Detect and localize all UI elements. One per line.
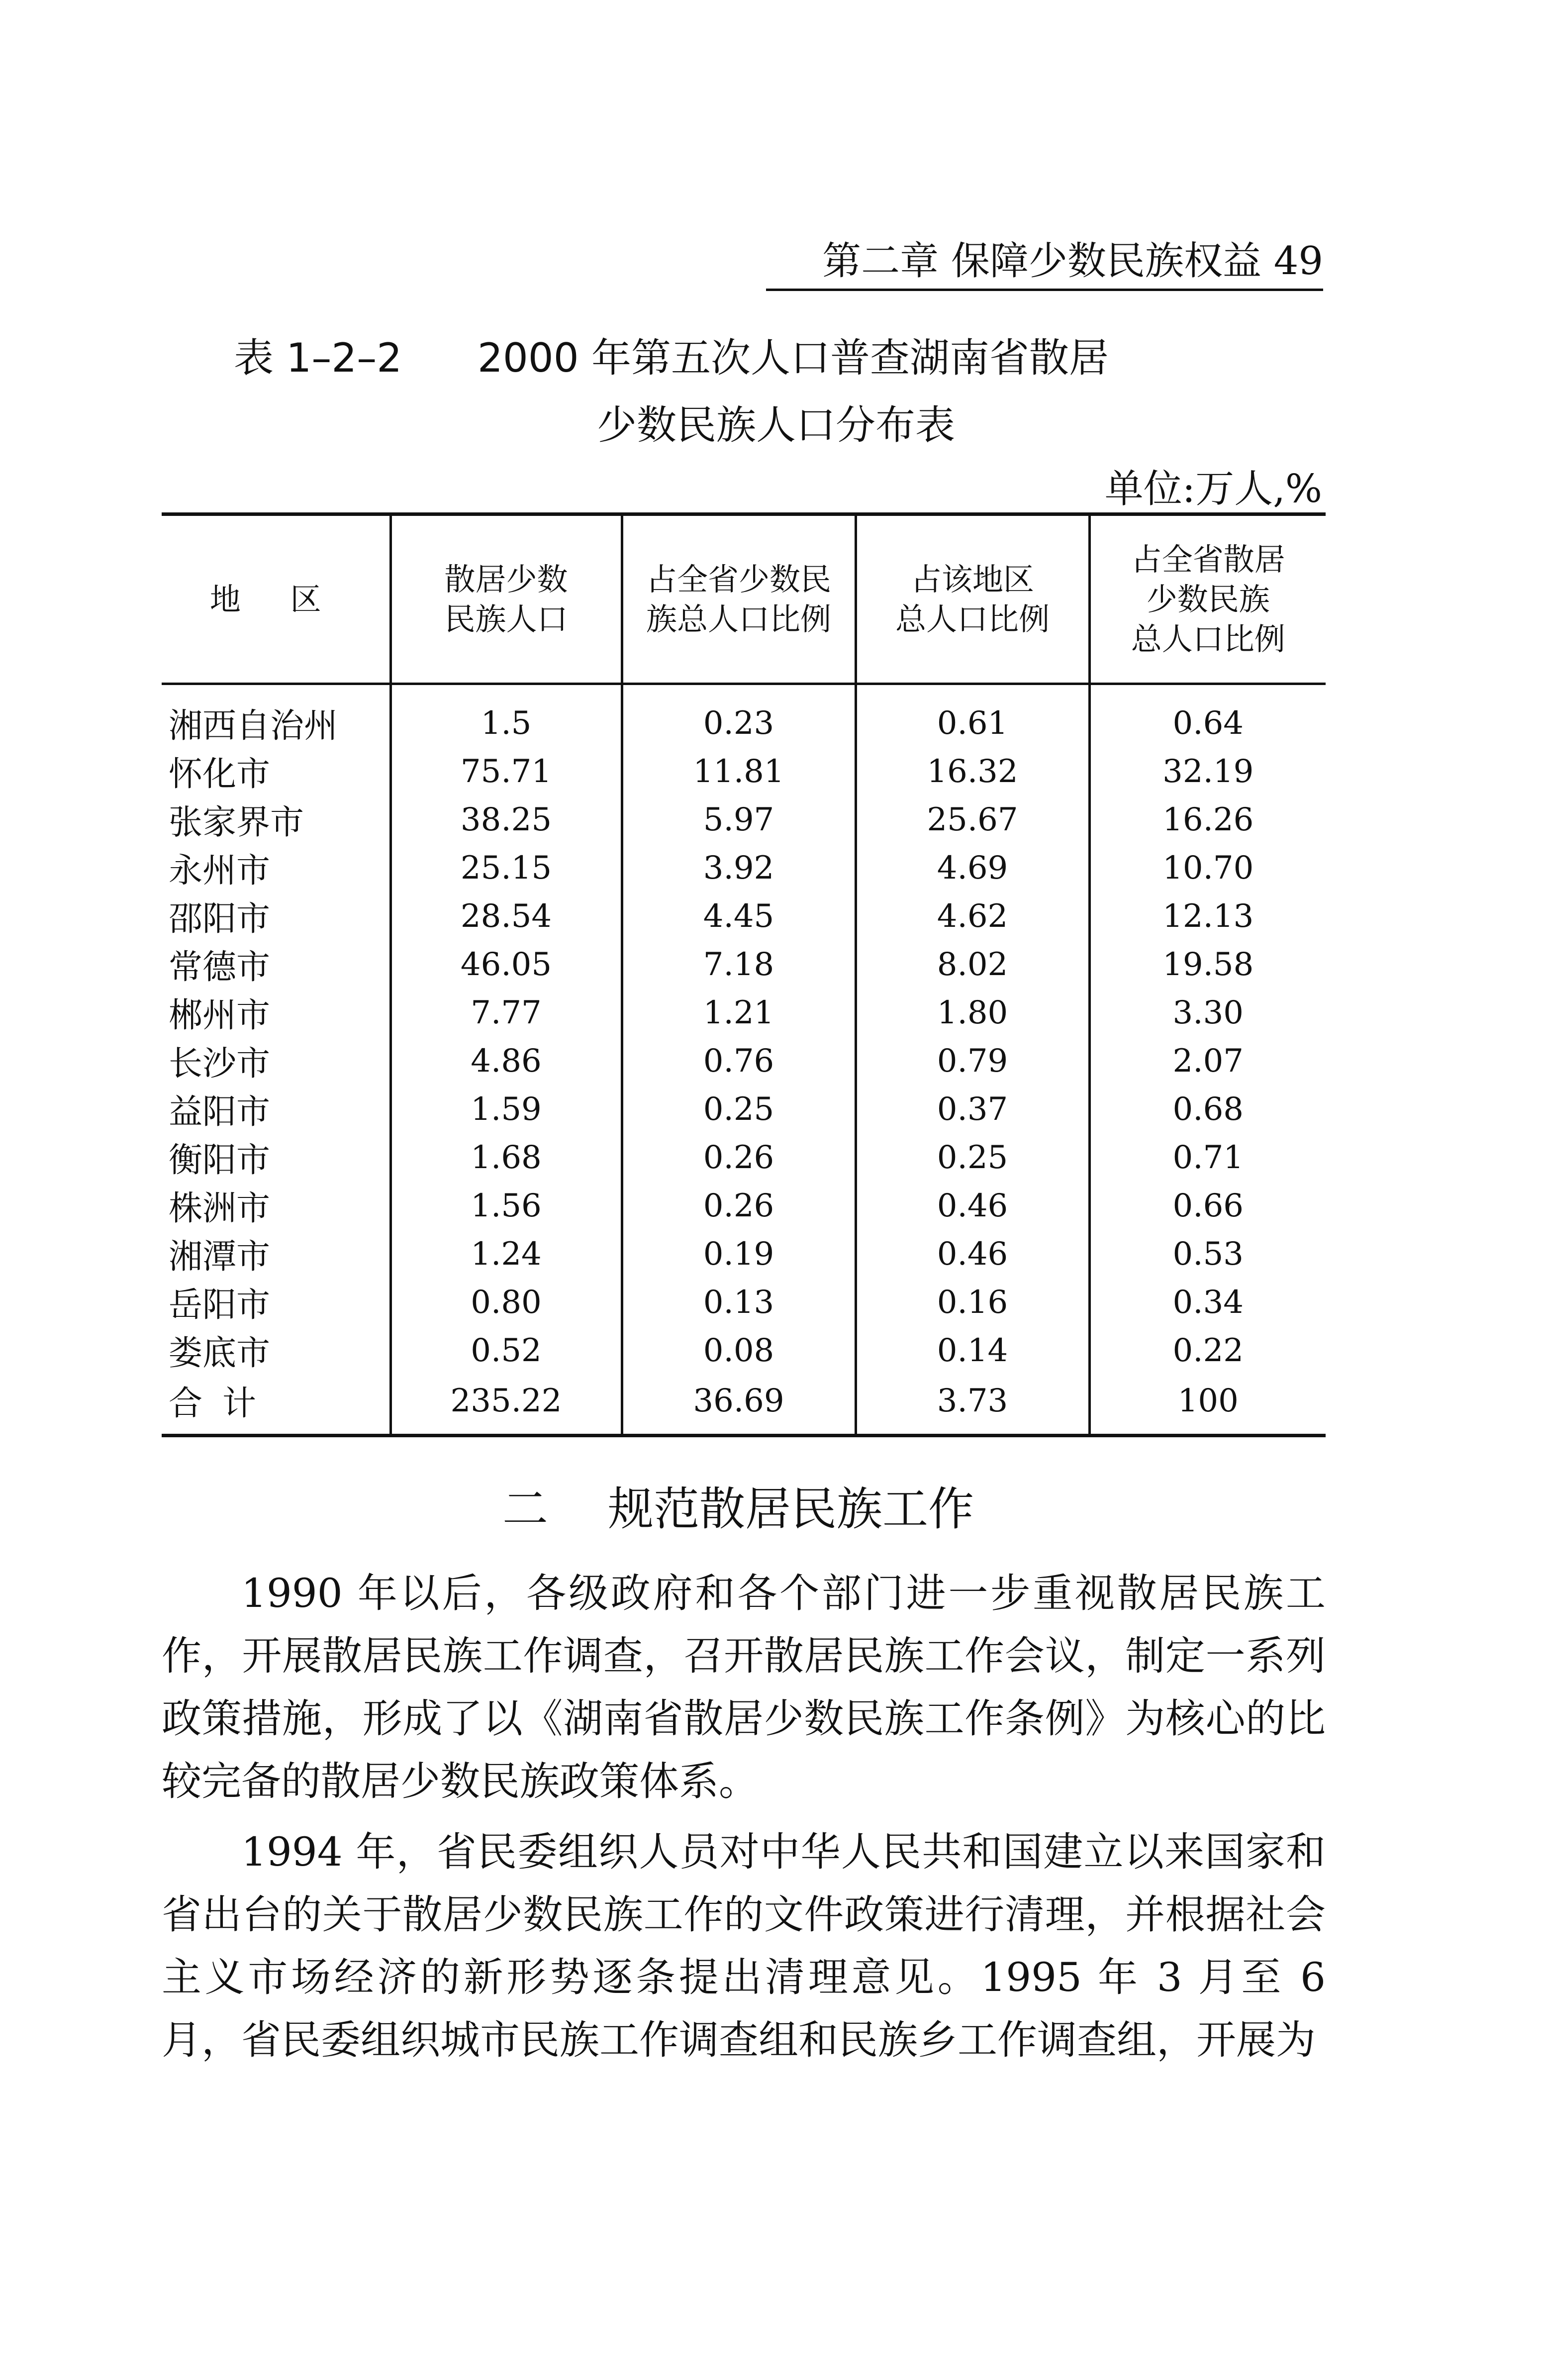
value-cell: 7.18 <box>622 940 856 989</box>
region-cell: 常德市 <box>169 948 271 987</box>
value-cell: 0.25 <box>622 1085 856 1133</box>
value-cell: 19.58 <box>1089 940 1326 989</box>
value-cell: 0.64 <box>1089 684 1326 748</box>
table-row <box>162 1133 1326 1182</box>
header-line: 少数民族 <box>1146 581 1270 617</box>
value-cell: 0.22 <box>1089 1326 1326 1375</box>
population-table <box>162 512 1326 1437</box>
value-cell: 1.21 <box>622 989 856 1037</box>
value-cell: 0.13 <box>622 1278 856 1326</box>
value-cell: 0.52 <box>390 1326 622 1375</box>
table-unit: 单位:万人,% <box>1104 467 1322 511</box>
value-cell: 0.08 <box>622 1326 856 1375</box>
value-cell: 4.69 <box>856 844 1089 892</box>
table-number: 表 1–2–2 <box>234 335 402 381</box>
value-cell: 0.71 <box>1089 1133 1326 1182</box>
header-line: 占全省散居 <box>1131 541 1285 578</box>
region-cell: 湘潭市 <box>169 1237 271 1277</box>
table-row <box>162 1182 1326 1230</box>
value-cell: 1.56 <box>390 1182 622 1230</box>
table-row <box>162 1085 1326 1133</box>
header-line: 民族人口 <box>444 600 568 637</box>
value-cell: 32.19 <box>1089 747 1326 795</box>
value-cell: 4.62 <box>856 892 1089 940</box>
value-cell: 0.34 <box>1089 1278 1326 1326</box>
region-cell: 永州市 <box>169 851 271 891</box>
header-line: 总人口比例 <box>1131 620 1285 657</box>
value-cell: 0.14 <box>856 1326 1089 1375</box>
value-cell: 0.19 <box>622 1230 856 1278</box>
total-value-cell: 100 <box>1089 1375 1326 1436</box>
value-cell: 0.79 <box>856 1037 1089 1085</box>
value-cell: 1.24 <box>390 1230 622 1278</box>
table-body <box>162 684 1326 1436</box>
table-row <box>162 940 1326 989</box>
region-cell: 怀化市 <box>169 755 271 794</box>
section-title: 规范散居民族工作 <box>608 1483 974 1536</box>
region-cell: 衡阳市 <box>169 1141 271 1180</box>
value-cell: 7.77 <box>390 989 622 1037</box>
value-cell: 3.92 <box>622 844 856 892</box>
value-cell: 0.26 <box>622 1182 856 1230</box>
header-region <box>162 514 390 684</box>
value-cell: 1.59 <box>390 1085 622 1133</box>
header-scattered-population <box>390 514 622 684</box>
region-cell: 娄底市 <box>169 1334 271 1373</box>
region-cell: 郴州市 <box>169 996 271 1035</box>
running-header: 第二章 保障少数民族权益 49 <box>766 234 1323 291</box>
value-cell: 25.15 <box>390 844 622 892</box>
value-cell: 75.71 <box>390 747 622 795</box>
region-cell: 湘西自治州 <box>169 706 338 746</box>
table-row <box>162 1326 1326 1375</box>
value-cell: 0.80 <box>390 1278 622 1326</box>
table-row <box>162 844 1326 892</box>
total-value-cell: 3.73 <box>856 1375 1089 1436</box>
value-cell: 1.80 <box>856 989 1089 1037</box>
value-cell: 1.68 <box>390 1133 622 1182</box>
value-cell: 5.97 <box>622 795 856 844</box>
value-cell: 2.07 <box>1089 1037 1326 1085</box>
paragraph: 1990 年以后，各级政府和各个部门进一步重视散居民族工作，开展散居民族工作调查，召开散居民族工作会议，制定一系列政策措施，形成了以《湖南省散居少数民族工作条例》为核心的比较完备的散居少数民族政策体系。 <box>162 1570 1326 1804</box>
section-heading <box>502 1473 974 1538</box>
value-cell: 11.81 <box>622 747 856 795</box>
table-header-row <box>162 514 1326 684</box>
paragraph: 1994 年，省民委组织人员对中华人民共和国建立以来国家和省出台的关于散居少数民族工作的文件政策进行清理，并根据社会主义市场经济的新形势逐条提出清理意见。1995 年 3 月至 6 月，省民委组织城市民族工作调查组和民族乡工作调查组，开展为 <box>162 1829 1326 2063</box>
value-cell: 0.76 <box>622 1037 856 1085</box>
value-cell: 0.16 <box>856 1278 1089 1326</box>
header-line: 总人口比例 <box>895 600 1050 637</box>
value-cell: 0.37 <box>856 1085 1089 1133</box>
total-value-cell: 235.22 <box>390 1375 622 1436</box>
header-line: 散居少数 <box>444 561 568 597</box>
table-row <box>162 1037 1326 1085</box>
value-cell: 0.23 <box>622 684 856 748</box>
table-row <box>162 989 1326 1037</box>
region-cell: 益阳市 <box>169 1092 271 1132</box>
value-cell: 16.26 <box>1089 795 1326 844</box>
table-total-row <box>162 1375 1326 1436</box>
value-cell: 0.66 <box>1089 1182 1326 1230</box>
section-number: 二 <box>502 1483 549 1536</box>
total-value-cell: 36.69 <box>622 1375 856 1436</box>
header-line: 族总人口比例 <box>646 600 831 637</box>
region-cell: 邵阳市 <box>169 899 271 939</box>
value-cell: 0.26 <box>622 1133 856 1182</box>
region-cell: 长沙市 <box>169 1044 271 1084</box>
value-cell: 28.54 <box>390 892 622 940</box>
table-title-line-2: 少数民族人口分布表 <box>597 402 955 448</box>
header-share-of-region-population <box>856 514 1089 684</box>
value-cell: 10.70 <box>1089 844 1326 892</box>
table-row <box>162 747 1326 795</box>
header-line: 占该地区 <box>910 561 1034 597</box>
value-cell: 46.05 <box>390 940 622 989</box>
value-cell: 25.67 <box>856 795 1089 844</box>
region-cell: 株洲市 <box>169 1189 271 1228</box>
value-cell: 0.25 <box>856 1133 1089 1182</box>
table-row <box>162 892 1326 940</box>
header-share-of-province-scattered <box>1089 514 1326 684</box>
value-cell: 8.02 <box>856 940 1089 989</box>
value-cell: 0.68 <box>1089 1085 1326 1133</box>
region-cell: 岳阳市 <box>169 1286 271 1325</box>
header-line: 占全省少数民 <box>646 561 831 597</box>
value-cell: 12.13 <box>1089 892 1326 940</box>
table-title-line-1: 2000 年第五次人口普查湖南省散居 <box>478 335 1109 381</box>
header-share-of-province-minority <box>622 514 856 684</box>
table-row <box>162 1230 1326 1278</box>
table-row <box>162 1278 1326 1326</box>
value-cell: 16.32 <box>856 747 1089 795</box>
header-region-label: 地 区 <box>209 581 341 617</box>
total-label-cell: 合计 <box>162 1375 390 1436</box>
region-cell: 张家界市 <box>169 803 304 842</box>
value-cell: 38.25 <box>390 795 622 844</box>
value-cell: 0.46 <box>856 1230 1089 1278</box>
table-row <box>162 795 1326 844</box>
value-cell: 0.46 <box>856 1182 1089 1230</box>
value-cell: 0.53 <box>1089 1230 1326 1278</box>
value-cell: 0.61 <box>856 684 1089 748</box>
value-cell: 3.30 <box>1089 989 1326 1037</box>
table-row <box>162 684 1326 748</box>
value-cell: 1.5 <box>390 684 622 748</box>
value-cell: 4.86 <box>390 1037 622 1085</box>
value-cell: 4.45 <box>622 892 856 940</box>
